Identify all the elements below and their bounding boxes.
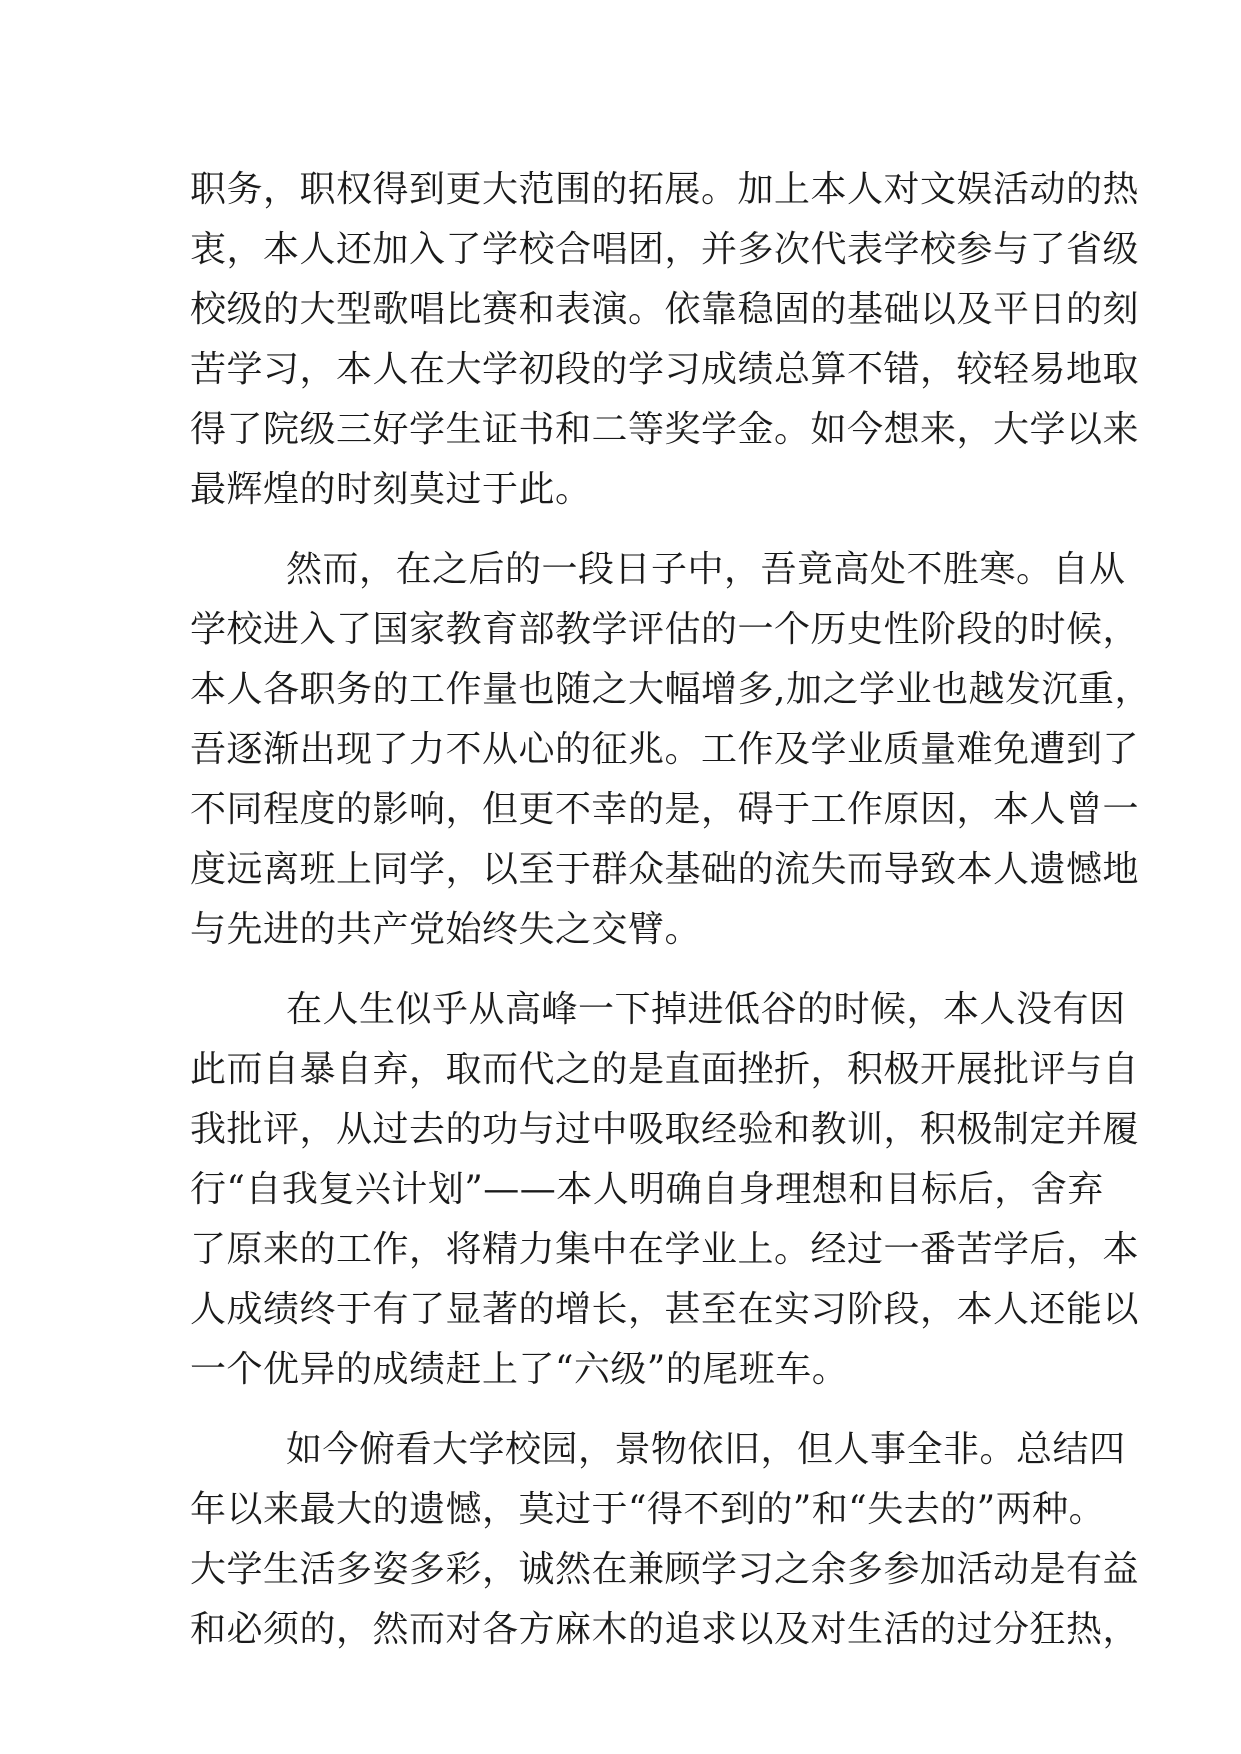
paragraph [190, 160, 1140, 520]
paragraph-gap [190, 520, 1050, 540]
text-line: 一个优异的成绩赶上了“六级”的尾班车。 [190, 1349, 849, 1390]
text-line: 行“自我复兴计划”——本人明确自身理想和目标后，舍弃 [190, 1169, 1104, 1210]
text-line: 衷，本人还加入了学校合唱团，并多次代表学校参与了省级 [190, 229, 1140, 270]
text-line: 苦学习，本人在大学初段的学习成绩总算不错，较轻易地取 [190, 349, 1140, 390]
paragraph-gap [190, 960, 1050, 980]
text-line: 年以来最大的遗憾，莫过于“得不到的”和“失去的”两种。 [190, 1489, 1106, 1530]
paragraph-gap [190, 1400, 1050, 1420]
paragraph [190, 980, 1140, 1400]
text-line: 人成绩终于有了显著的增长，甚至在实习阶段，本人还能以 [190, 1289, 1140, 1330]
text-line: 我批评，从过去的功与过中吸取经验和教训，积极制定并履 [190, 1109, 1140, 1150]
text-line: 本人各职务的工作量也随之大幅增多,加之学业也越发沉重， [190, 669, 1151, 710]
text-line: 大学生活多姿多彩，诚然在兼顾学习之余多参加活动是有益 [190, 1549, 1140, 1590]
text-line-indented: 在人生似乎从高峰一下掉进低谷的时候，本人没有因 [286, 989, 1126, 1030]
document-body [190, 160, 1151, 1660]
text-line: 和必须的，然而对各方麻木的追求以及对生活的过分狂热， [190, 1609, 1140, 1650]
text-line: 校级的大型歌唱比赛和表演。依靠稳固的基础以及平日的刻 [190, 289, 1140, 330]
text-line: 学校进入了国家教育部教学评估的一个历史性阶段的时候， [190, 609, 1140, 650]
text-line: 职务，职权得到更大范围的拓展。加上本人对文娱活动的热 [190, 169, 1140, 210]
paragraph [190, 1420, 1140, 1660]
text-line: 此而自暴自弃，取而代之的是直面挫折，积极开展批评与自 [190, 1049, 1140, 1090]
text-line: 最辉煌的时刻莫过于此。 [190, 469, 592, 510]
text-line: 得了院级三好学生证书和二等奖学金。如今想来，大学以来 [190, 409, 1140, 450]
text-line: 度远离班上同学，以至于群众基础的流失而导致本人遗憾地 [190, 849, 1140, 890]
text-line: 吾逐渐出现了力不从心的征兆。工作及学业质量难免遭到了 [190, 729, 1140, 770]
text-line-indented: 然而，在之后的一段日子中，吾竟高处不胜寒。自从 [286, 549, 1126, 590]
text-line: 与先进的共产党始终失之交臂。 [190, 909, 702, 950]
text-line: 了原来的工作，将精力集中在学业上。经过一番苦学后，本 [190, 1229, 1140, 1270]
text-line-indented: 如今俯看大学校园，景物依旧，但人事全非。总结四 [286, 1429, 1126, 1470]
text-line: 不同程度的影响，但更不幸的是，碍于工作原因，本人曾一 [190, 789, 1140, 830]
paragraph [190, 540, 1151, 960]
